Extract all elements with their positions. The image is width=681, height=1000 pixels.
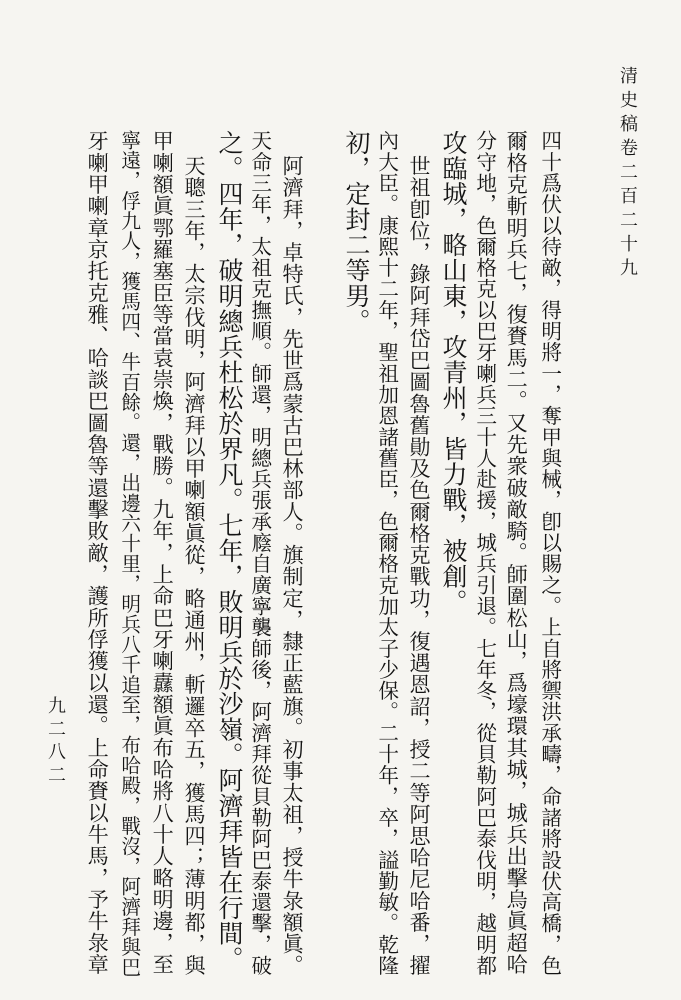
text-column: 天聰三年，太宗伐明，阿濟拜以甲喇額眞從，略通州，斬邏卒五，獲馬四；薄明都，與 xyxy=(182,155,208,977)
text-column: 攻臨城，略山東，攻青州，皆力戰，被創。 xyxy=(439,130,468,615)
text-column: 阿濟拜，卓特氏，先世爲蒙古巴林部人。旗制定，隸正藍旗。初事太祖，授牛彔額眞。 xyxy=(280,155,306,977)
text-column: 甲喇額眞鄂羅塞臣等當袁崇煥，戰勝。九年，上命巴牙喇纛額眞布哈將八十人略明邊，至 xyxy=(150,130,176,976)
text-column: 爾格克斬明兵七，復賚馬二。又先衆破敵騎。師圍松山，爲壕環其城，城兵出擊烏眞超哈 xyxy=(504,130,530,976)
text-column: 牙喇甲喇章京托克雅、哈談巴圖魯等還擊敗敵，護所俘獲以還。上命賚以牛馬，予牛彔章 xyxy=(85,130,111,976)
page-number: 九二八二 xyxy=(45,696,66,788)
text-column: 之。四年，破明總兵杜松於界凡。七年，敗明兵於沙嶺。阿濟拜皆在行間。 xyxy=(215,130,244,972)
text-column: 寧遠，俘九人，獲馬四、牛百餘。還，出邊六十里，明兵八千追至，布哈殿，戰沒，阿濟拜與巴 xyxy=(117,130,141,978)
text-column: 分守地，色爾格克以巴牙喇兵三十人赴援，城兵引退。七年冬，從貝勒阿巴泰伐明，越明都 xyxy=(472,130,497,976)
text-column: 世祖卽位，錄阿拜岱巴圖魯舊勛及色爾格克戰功，復遇恩詔，授二等阿思哈尼哈番，擢 xyxy=(407,155,433,977)
text-column: 內大臣。康熙十二年，聖祖加恩諸舊臣，色爾格克加太子少保。二十年，卒，謚勤敏。乾隆 xyxy=(374,130,399,976)
running-title: 清史稿卷二百二十九 xyxy=(617,66,638,282)
text-column: 初，定封二等男。 xyxy=(342,130,371,334)
text-column: 四十爲伏以待敵，得明將一，奪甲與械，卽以賜之。上自將禦洪承疇，命諸將設伏高橋，色 xyxy=(537,130,562,976)
text-column: 天命三年，太祖克撫順。師還，明總兵張承廕自廣寧襲師後，阿濟拜從貝勒阿巴泰還擊，破 xyxy=(247,130,272,976)
